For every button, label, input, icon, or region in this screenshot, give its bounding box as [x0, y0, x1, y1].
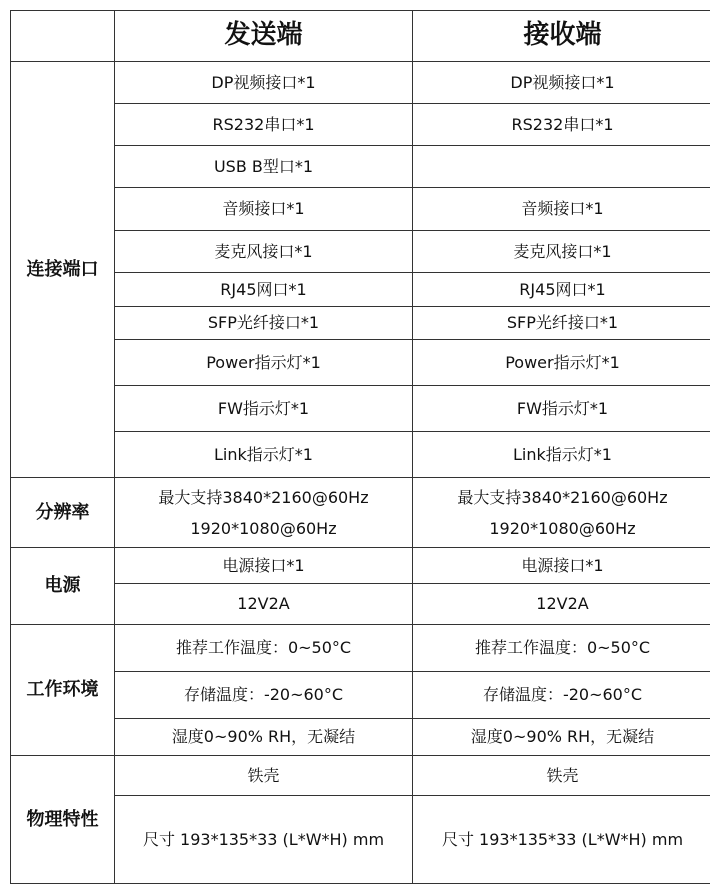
group-power: 电源 [11, 548, 115, 625]
group-ports: 连接端口 [11, 62, 115, 478]
receiver-header: 接收端 [413, 11, 710, 62]
group-resolution: 分辨率 [11, 478, 115, 548]
table-row [11, 432, 710, 478]
sender-cell: USB B型口*1 [115, 146, 413, 188]
table-row [11, 231, 710, 273]
sender-cell: RS232串口*1 [115, 104, 413, 146]
sender-cell: SFP光纤接口*1 [115, 307, 413, 340]
receiver-cell: 推荐工作温度：0~50°C [413, 625, 710, 672]
receiver-cell: 电源接口*1 [413, 548, 710, 584]
sender-cell: 尺寸 193*135*33 (L*W*H) mm [115, 796, 413, 884]
table-row [11, 584, 710, 625]
receiver-cell: 尺寸 193*135*33 (L*W*H) mm [413, 796, 710, 884]
table-row [11, 796, 710, 884]
receiver-cell: DP视频接口*1 [413, 62, 710, 104]
receiver-cell: 湿度0~90% RH，无凝结 [413, 719, 710, 756]
table-row [11, 672, 710, 719]
receiver-cell [413, 146, 710, 188]
sender-cell: 12V2A [115, 584, 413, 625]
header-row [11, 11, 710, 62]
sender-cell: RJ45网口*1 [115, 273, 413, 307]
group-environment: 工作环境 [11, 625, 115, 756]
resolution-alt: 1920*1080@60Hz [190, 518, 337, 538]
receiver-cell: RS232串口*1 [413, 104, 710, 146]
receiver-cell: RJ45网口*1 [413, 273, 710, 307]
receiver-cell: Link指示灯*1 [413, 432, 710, 478]
sender-cell: 音频接口*1 [115, 188, 413, 231]
sender-cell: Link指示灯*1 [115, 432, 413, 478]
table-row [11, 62, 710, 104]
table-row [11, 340, 710, 386]
receiver-cell: FW指示灯*1 [413, 386, 710, 432]
receiver-cell: 音频接口*1 [413, 188, 710, 231]
sender-cell: 湿度0~90% RH，无凝结 [115, 719, 413, 756]
resolution-alt: 1920*1080@60Hz [489, 518, 636, 538]
resolution-max: 最大支持3840*2160@60Hz [158, 487, 369, 507]
table-row [11, 756, 710, 796]
table-row [11, 188, 710, 231]
sender-cell: 电源接口*1 [115, 548, 413, 584]
receiver-cell [413, 478, 710, 548]
sender-cell: DP视频接口*1 [115, 62, 413, 104]
corner-cell [11, 11, 115, 62]
sender-cell: FW指示灯*1 [115, 386, 413, 432]
group-physical: 物理特性 [11, 756, 115, 884]
receiver-cell: 12V2A [413, 584, 710, 625]
sender-cell: 存储温度：-20~60°C [115, 672, 413, 719]
sender-cell: 铁壳 [115, 756, 413, 796]
sender-cell [115, 478, 413, 548]
table-row [11, 104, 710, 146]
table-row [11, 146, 710, 188]
table-row [11, 625, 710, 672]
table-row [11, 478, 710, 548]
spec-table [10, 10, 710, 884]
receiver-cell: 铁壳 [413, 756, 710, 796]
receiver-cell: 存储温度：-20~60°C [413, 672, 710, 719]
receiver-cell: Power指示灯*1 [413, 340, 710, 386]
table-row [11, 719, 710, 756]
table-row [11, 273, 710, 307]
table-row [11, 548, 710, 584]
resolution-max: 最大支持3840*2160@60Hz [457, 487, 668, 507]
sender-cell: Power指示灯*1 [115, 340, 413, 386]
sender-header: 发送端 [115, 11, 413, 62]
receiver-cell: 麦克风接口*1 [413, 231, 710, 273]
receiver-cell: SFP光纤接口*1 [413, 307, 710, 340]
table-row [11, 307, 710, 340]
sender-cell: 麦克风接口*1 [115, 231, 413, 273]
sender-cell: 推荐工作温度：0~50°C [115, 625, 413, 672]
table-row [11, 386, 710, 432]
